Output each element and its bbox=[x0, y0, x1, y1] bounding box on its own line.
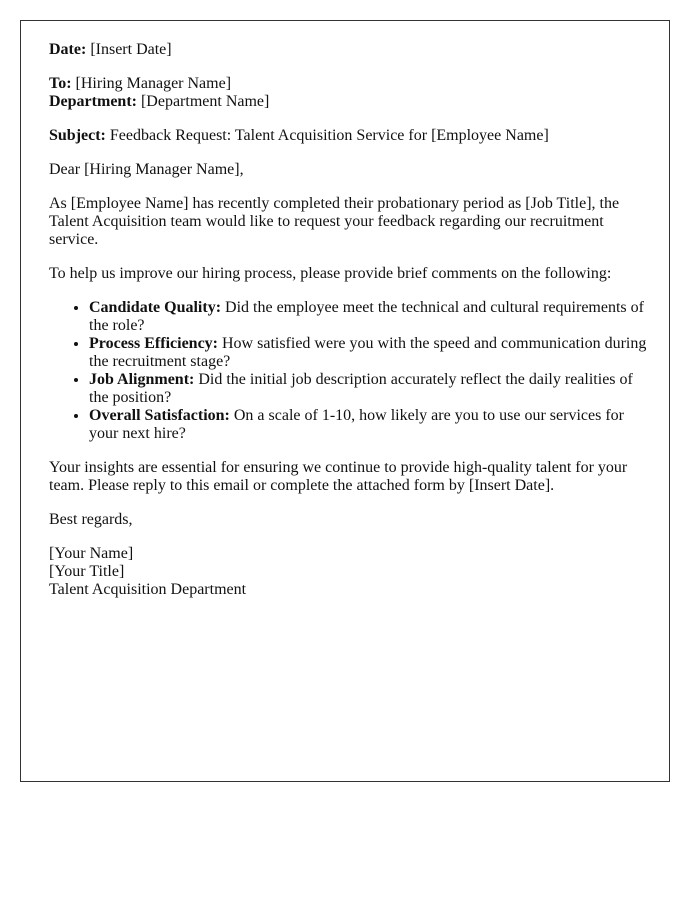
prompt-paragraph: To help us improve our hiring process, please provide brief comments on the following: bbox=[49, 265, 612, 282]
question-label: Job Alignment: bbox=[89, 371, 195, 388]
question-item bbox=[89, 299, 649, 335]
question-item bbox=[89, 371, 649, 407]
sign-off: Best regards, bbox=[49, 511, 133, 528]
to-value: [Hiring Manager Name] bbox=[75, 75, 232, 92]
question-text: How satisfied were you with the speed and communication during the recruitment stage? bbox=[89, 335, 647, 370]
feedback-questions-list bbox=[49, 299, 649, 443]
date-line bbox=[49, 41, 649, 59]
department-label: Department: bbox=[49, 93, 137, 110]
question-label: Candidate Quality: bbox=[89, 299, 222, 316]
letter-document bbox=[20, 20, 670, 782]
question-item bbox=[89, 335, 649, 371]
question-text: Did the employee meet the technical and cultural requirements of the role? bbox=[89, 299, 644, 334]
signature-department: Talent Acquisition Department bbox=[49, 581, 247, 598]
signature-title: [Your Title] bbox=[49, 563, 125, 580]
closing-paragraph: Your insights are essential for ensuring we continue to provide high-quality talent for your team. Please reply to this email or complete the attached form by [Insert Date]. bbox=[49, 459, 628, 494]
subject-label: Subject: bbox=[49, 127, 106, 144]
to-line bbox=[49, 75, 649, 93]
department-value: [Department Name] bbox=[140, 93, 270, 110]
question-text: Did the initial job description accurately reflect the daily realities of the position? bbox=[89, 371, 633, 406]
department-line bbox=[49, 93, 649, 111]
date-value: [Insert Date] bbox=[90, 41, 172, 58]
question-label: Overall Satisfaction: bbox=[89, 407, 230, 424]
to-label: To: bbox=[49, 75, 72, 92]
question-label: Process Efficiency: bbox=[89, 335, 218, 352]
date-label: Date: bbox=[49, 41, 87, 58]
signature-name: [Your Name] bbox=[49, 545, 134, 562]
signature-block bbox=[49, 545, 649, 599]
intro-paragraph: As [Employee Name] has recently completed their probationary period as [Job Title], the Talent Acquisition team would like to request your feedback regarding our recruitment service. bbox=[49, 195, 620, 248]
subject-value: Feedback Request: Talent Acquisition Service for [Employee Name] bbox=[109, 127, 549, 144]
salutation: Dear [Hiring Manager Name], bbox=[49, 161, 244, 178]
subject-line bbox=[49, 127, 649, 145]
question-text: On a scale of 1-10, how likely are you to use our services for your next hire? bbox=[89, 407, 624, 442]
question-item bbox=[89, 407, 649, 443]
